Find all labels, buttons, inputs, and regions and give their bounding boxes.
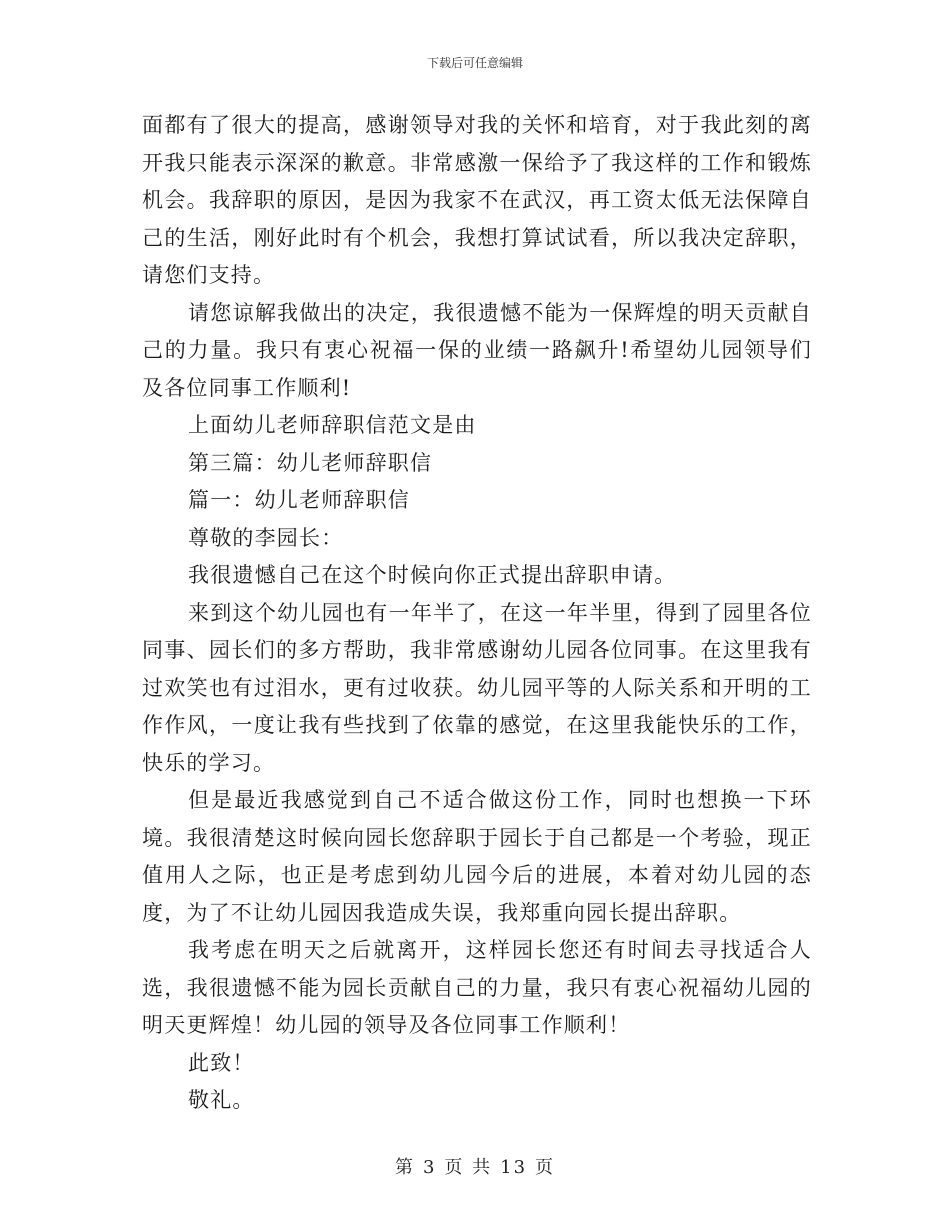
- paragraph-9: 但是最近我感觉到自己不适合做这份工作，同时也想换一下环境。我很清楚这时候向园长您辞职于园长于自己都是一个考验，现正值用人之际，也正是考虑到幼儿园今后的进展，本着对幼儿园的态度，为了不让幼儿园因我造成失误，我郑重向园长提出辞职。: [142, 788, 812, 925]
- paragraph-8: 来到这个幼儿园也有一年半了，在这一年半里，得到了园里各位同事、园长们的多方帮助，我非常感谢幼儿园各位同事。在这里我有过欢笑也有过泪水，更有过收获。幼儿园平等的人际关系和开明的工作作风，一度让我有些找到了依靠的感觉，在这里我能快乐的工作，快乐的学习。: [142, 600, 812, 775]
- page-header: 下载后可任意编辑: [426, 56, 523, 70]
- footer-suffix: 页: [535, 1157, 556, 1178]
- paragraph-3: 上面幼儿老师辞职信范文是由: [188, 413, 477, 437]
- footer-mid: 页 共: [444, 1157, 493, 1178]
- page-footer: [0, 1153, 950, 1179]
- closing-regards: 敬礼。: [188, 1088, 255, 1112]
- subsection-title: 篇一：幼儿老师辞职信: [188, 488, 410, 512]
- total-pages: 13: [500, 1157, 528, 1178]
- salutation: 尊敬的李园长：: [188, 525, 344, 550]
- paragraph-1: 面都有了很大的提高，感谢领导对我的关怀和培育，对于我此刻的离开我只能表示深深的歉意。非常感激一保给予了我这样的工作和锻炼机会。我辞职的原因，是因为我家不在武汉，再工资太低无法保障自己的生活，刚好此时有个机会，我想打算试试看，所以我决定辞职，请您们支持。: [142, 113, 812, 287]
- section-title: 第三篇：幼儿老师辞职信: [188, 450, 433, 475]
- paragraph-2: 请您谅解我做出的决定，我很遗憾不能为一保辉煌的明天贡献自己的力量。我只有衷心祝福一保的业绩一路飙升!希望幼儿园领导们及各位同事工作顺利!: [142, 300, 812, 400]
- closing-line: 此致！: [188, 1050, 255, 1075]
- paragraph-10: 我考虑在明天之后就离开，这样园长您还有时间去寻找适合人选，我很遗憾不能为园长贡献自己的力量，我只有衷心祝福幼儿园的明天更辉煌！幼儿园的领导及各位同事工作顺利！: [142, 938, 812, 1037]
- document-body: [142, 107, 812, 1120]
- page-number: 3: [422, 1157, 437, 1178]
- footer-prefix: 第: [394, 1157, 415, 1178]
- paragraph-7: 我很遗憾自己在这个时候向你正式提出辞职申请。: [188, 563, 677, 587]
